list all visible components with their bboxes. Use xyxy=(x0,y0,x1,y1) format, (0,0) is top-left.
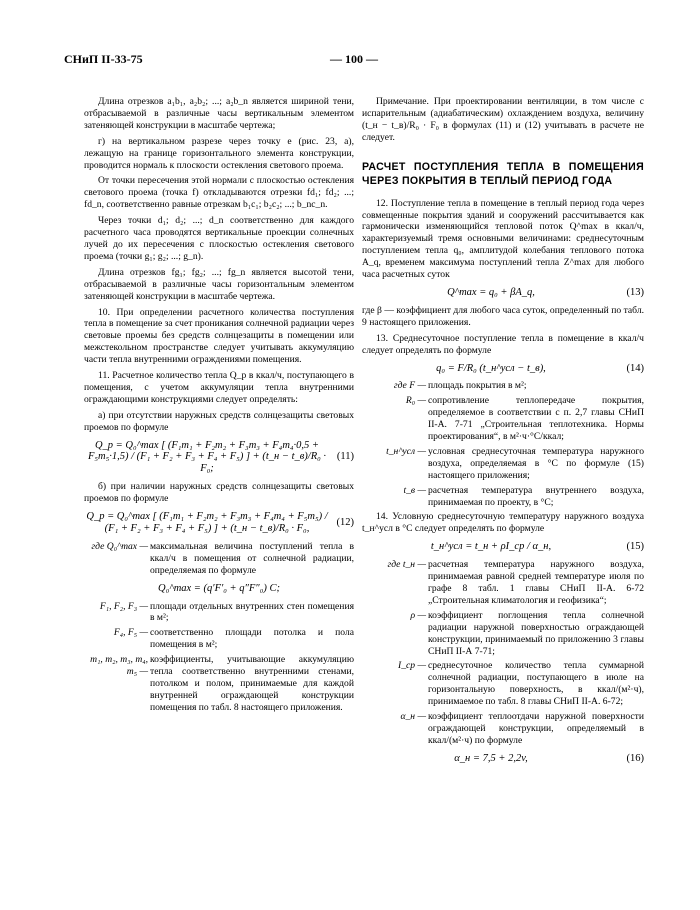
page-header xyxy=(0,52,700,70)
para: 13. Среднесуточное поступление тепла в помещение в ккал/ч следует определять по формуле xyxy=(362,332,644,356)
para: г) на вертикальном разрезе через точку e (рис. 23, a), лежащую на границе горизонтального элемента конструкции, проводится нормаль к плоскости остекления светового проема. xyxy=(84,135,354,171)
para: Длина отрезков fg₁; fg₂; ...; fg_n является высотой тени, отбрасываемой в различные часы горизонтальным элементом затеняющей конструкции в масштабе чертежа. xyxy=(84,266,354,302)
definition: R₀ — сопротивление теплопередаче покрытия, определяемое в соответствии с п. 2,7 главы СНиП II-А. 7-71 „Строительная теплотехника. Нормы проектирования“, в м²·ч·°С/ккал; xyxy=(405,395,644,443)
formula-14: q₀ = F/R₀ (t_н^усл − t_в), (14) xyxy=(436,362,644,374)
definition: t_н^усл — условная среднесуточная температура наружного воздуха, определяемая в °С по формуле (15) настоящего приложения; xyxy=(386,445,644,481)
definition: α_н — коэффициент теплоотдачи наружной поверхности ограждающей конструкции, определяемый в ккал/(м²·ч) по формуле xyxy=(400,711,644,746)
definition: F₄, F₅ — соответственно площади потолка и пола помещения в м²; xyxy=(113,627,354,651)
definition: t_в — расчетная температура внутреннего воздуха, принимаемая по проекту, в °С; xyxy=(403,484,644,508)
para: 10. При определении расчетного количества поступления тепла в помещение за счет проникания солнечной радиации через световые проемы без средств солнцезащиты в помещении или межстекольном пространстве следует учитывать аккумуляцию части тепла внутренними ограждениями помещения. xyxy=(84,306,354,366)
formula-11: Q_р = Q₀^max [ (F₁m₁ + F₂m₂ + F₃m₃ + F₄m₄·0,5 + F₅m₅·1,5) / (F₁ + F₂ + F₃ + F₄ + F₅) ] + (t_н − t_в)/R₀ · F₀; (11) xyxy=(87,439,354,475)
definition: I_ср — среднесуточное количество тепла суммарной солнечной радиации, поступающего в июле на горизонтальную поверхность, в ккал/(м²·ч), принимаемое по табл. 8 главы СНиП II-А. 6-72; xyxy=(398,660,644,708)
para: Через точки d₁; d₂; ...; d_n соответственно для каждого расчетного часа проводятся вертикальные проекции солнечных лучей до их пересечения с плоскостью остекления светового проема (точки g₁; g₂; ...; g_n). xyxy=(84,215,354,262)
section-heading: РАСЧЕТ ПОСТУПЛЕНИЯ ТЕПЛА В ПОМЕЩЕНИЯ ЧЕРЕЗ ПОКРЫТИЯ В ТЕПЛЫЙ ПЕРИОД ГОДА xyxy=(362,160,644,187)
formula-16: α_н = 7,5 + 2,2v, (16) xyxy=(454,752,644,764)
para: а) при отсутствии наружных средств солнцезащиты световых проемов по формуле xyxy=(84,409,354,433)
note: Примечание. При проектировании вентиляции, в том числе с испарительным (адиабатическим) охлаждением воздуха, величину (t_н − t_в)/R₀ · F₀ в формулах (11) и (12) учитывать в расчете не следует. xyxy=(362,96,644,143)
para: 14. Условную среднесуточную температуру наружного воздуха t_н^усл в °С следует определять по формуле xyxy=(362,511,644,535)
definition: m₁, m₂, m₃, m₄, m₅ — коэффициенты, учитывающие аккумуляцию тепла соответственно внутренними стенами, потолком и полом, принимаемые для каждой внутренней ограждающей конструкции помещения по табл. 8 настоящего приложения. xyxy=(90,654,354,713)
left-column xyxy=(84,96,354,717)
definition: где F — площадь покрытия в м²; xyxy=(393,380,527,392)
doc-code: СНиП II-33-75 xyxy=(64,52,143,66)
para: 11. Расчетное количество тепла Q_р в ккал/ч, поступающего в помещения, с учетом аккумуляции тепла внутренними ограждающими конструкциями следует определять: xyxy=(84,370,354,405)
para: Длина отрезков a₁b₁, a₂b₂; ...; a₂b_n является шириной тени, отбрасываемой в различные часы вертикальным элементом затеняющей конструкции в масштабе чертежа; xyxy=(84,96,354,131)
para: где β — коэффициент для любого часа суток, определенный по табл. 9 настоящего приложения. xyxy=(362,304,644,328)
formula-qmax: Q₀^max = (q′F′₀ + q″F″₀) C; xyxy=(158,582,280,594)
definition: ρ — коэффициент поглощения тепла солнечной радиации наружной поверхностью ограждающей конструкции, принимаемый по приложению 3 главы СНиП II-А 7-71; xyxy=(410,609,644,657)
para: От точки пересечения этой нормали с плоскостью остекления светового проема (точка f) откладываются отрезки fd₁; fd₂; ...; fd_n, соответственно равные отрезкам b₁c₁; b₂c₂; ...; b_nc_n. xyxy=(84,175,354,211)
formula-13: Q^max = q₀ + βA_q, (13) xyxy=(447,286,644,298)
formula-15: t_н^усл = t_н + ρI_ср / α_н, (15) xyxy=(430,541,644,553)
right-column xyxy=(362,96,644,771)
definition: F₁, F₂, F₃ — площади отдельных внутренних стен помещения в м²; xyxy=(99,600,354,624)
page-number: — 100 — xyxy=(330,52,378,66)
formula-12: Q_р = Q₀^max [ (F₁m₁ + F₂m₂ + F₃m₃ + F₄m₄ + F₅m₅) / (F₁ + F₂ + F₃ + F₄ + F₅) ] + (t_н − t_в)/R₀ · F₀, (12) xyxy=(86,511,354,534)
para: б) при наличии наружных средств солнцезащиты световых проемов по формуле xyxy=(84,481,354,505)
definition: где Q₀^max — максимальная величина поступлений тепла в ккал/ч в помещения от солнечной радиации, определяемая по формуле xyxy=(91,540,354,576)
definition: где t_н — расчетная температура наружного воздуха, принимаемая равной средней температуре июля по графе 8 табл. 1 главы СНиП II-А. 6-72 „Строительная климатология и геофизика“; xyxy=(387,559,644,606)
para: 12. Поступление тепла в помещение в теплый период года через совмещенные покрытия зданий и сооружений рассчитывается как гармонически изменяющийся тепловой поток Q^max в ккал/ч, характеризуемый тремя основными величинами: среднесуточным поступлением тепла q₀, амплитудой колебания теплового потока A_q, временем максимума поступлений тепла Z^max для любого часа расчетных суток xyxy=(362,197,644,281)
